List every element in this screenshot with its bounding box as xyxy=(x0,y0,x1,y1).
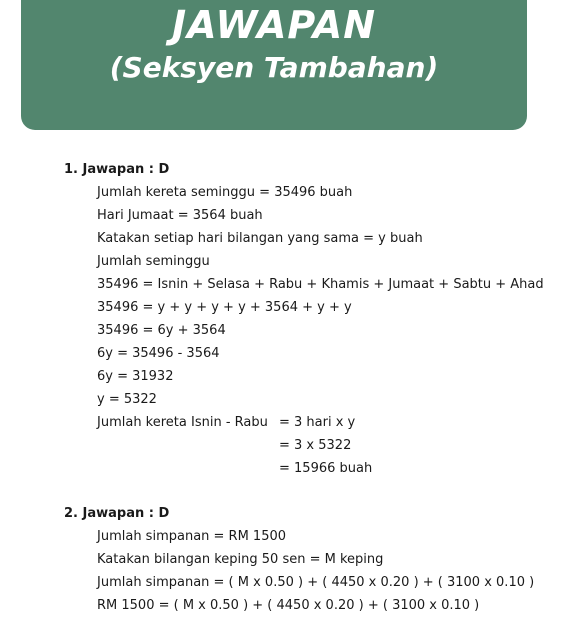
answer-1-working: = 3 hari x y xyxy=(279,415,356,430)
answer-1-line: 35496 = Isnin + Selasa + Rabu + Khamis + Jumaat + Sabtu + Ahad xyxy=(97,277,544,292)
answer-1-line: 35496 = y + y + y + y + 3564 + y + y xyxy=(97,300,352,315)
answer-2-line: Katakan bilangan keping 50 sen = M keping xyxy=(97,552,384,567)
page-title: JAWAPAN xyxy=(171,3,376,47)
answer-2-line: Jumlah simpanan = ( M x 0.50 ) + ( 4450 x 0.20 ) + ( 3100 x 0.10 ) xyxy=(97,575,535,590)
answer-2-line: Jumlah simpanan = RM 1500 xyxy=(97,529,287,544)
answer-1-line: Jumlah kereta seminggu = 35496 buah xyxy=(97,185,353,200)
answer-1-line: Hari Jumaat = 3564 buah xyxy=(97,208,263,223)
answer-1-line: 6y = 31932 xyxy=(97,369,174,384)
answer-1-line: Katakan setiap hari bilangan yang sama = y buah xyxy=(97,231,423,246)
answer-1-line: y = 5322 xyxy=(97,392,157,407)
answer-1-line: 35496 = 6y + 3564 xyxy=(97,323,226,338)
answer-1-line: 6y = 35496 - 3564 xyxy=(97,346,220,361)
answer-2-heading: 2. Jawapan : D xyxy=(64,506,170,521)
answer-2-line: RM 1500 = ( M x 0.50 ) + ( 4450 x 0.20 ) + ( 3100 x 0.10 ) xyxy=(97,598,480,613)
answer-1-line: Jumlah seminggu xyxy=(97,254,210,269)
answer-1-working: = 3 x 5322 xyxy=(279,438,352,453)
answer-1-line: Jumlah kereta Isnin - Rabu xyxy=(97,415,268,430)
answer-1-heading: 1. Jawapan : D xyxy=(64,162,170,177)
page-subtitle: (Seksyen Tambahan) xyxy=(109,51,439,84)
answer-1-working: = 15966 buah xyxy=(279,461,373,476)
